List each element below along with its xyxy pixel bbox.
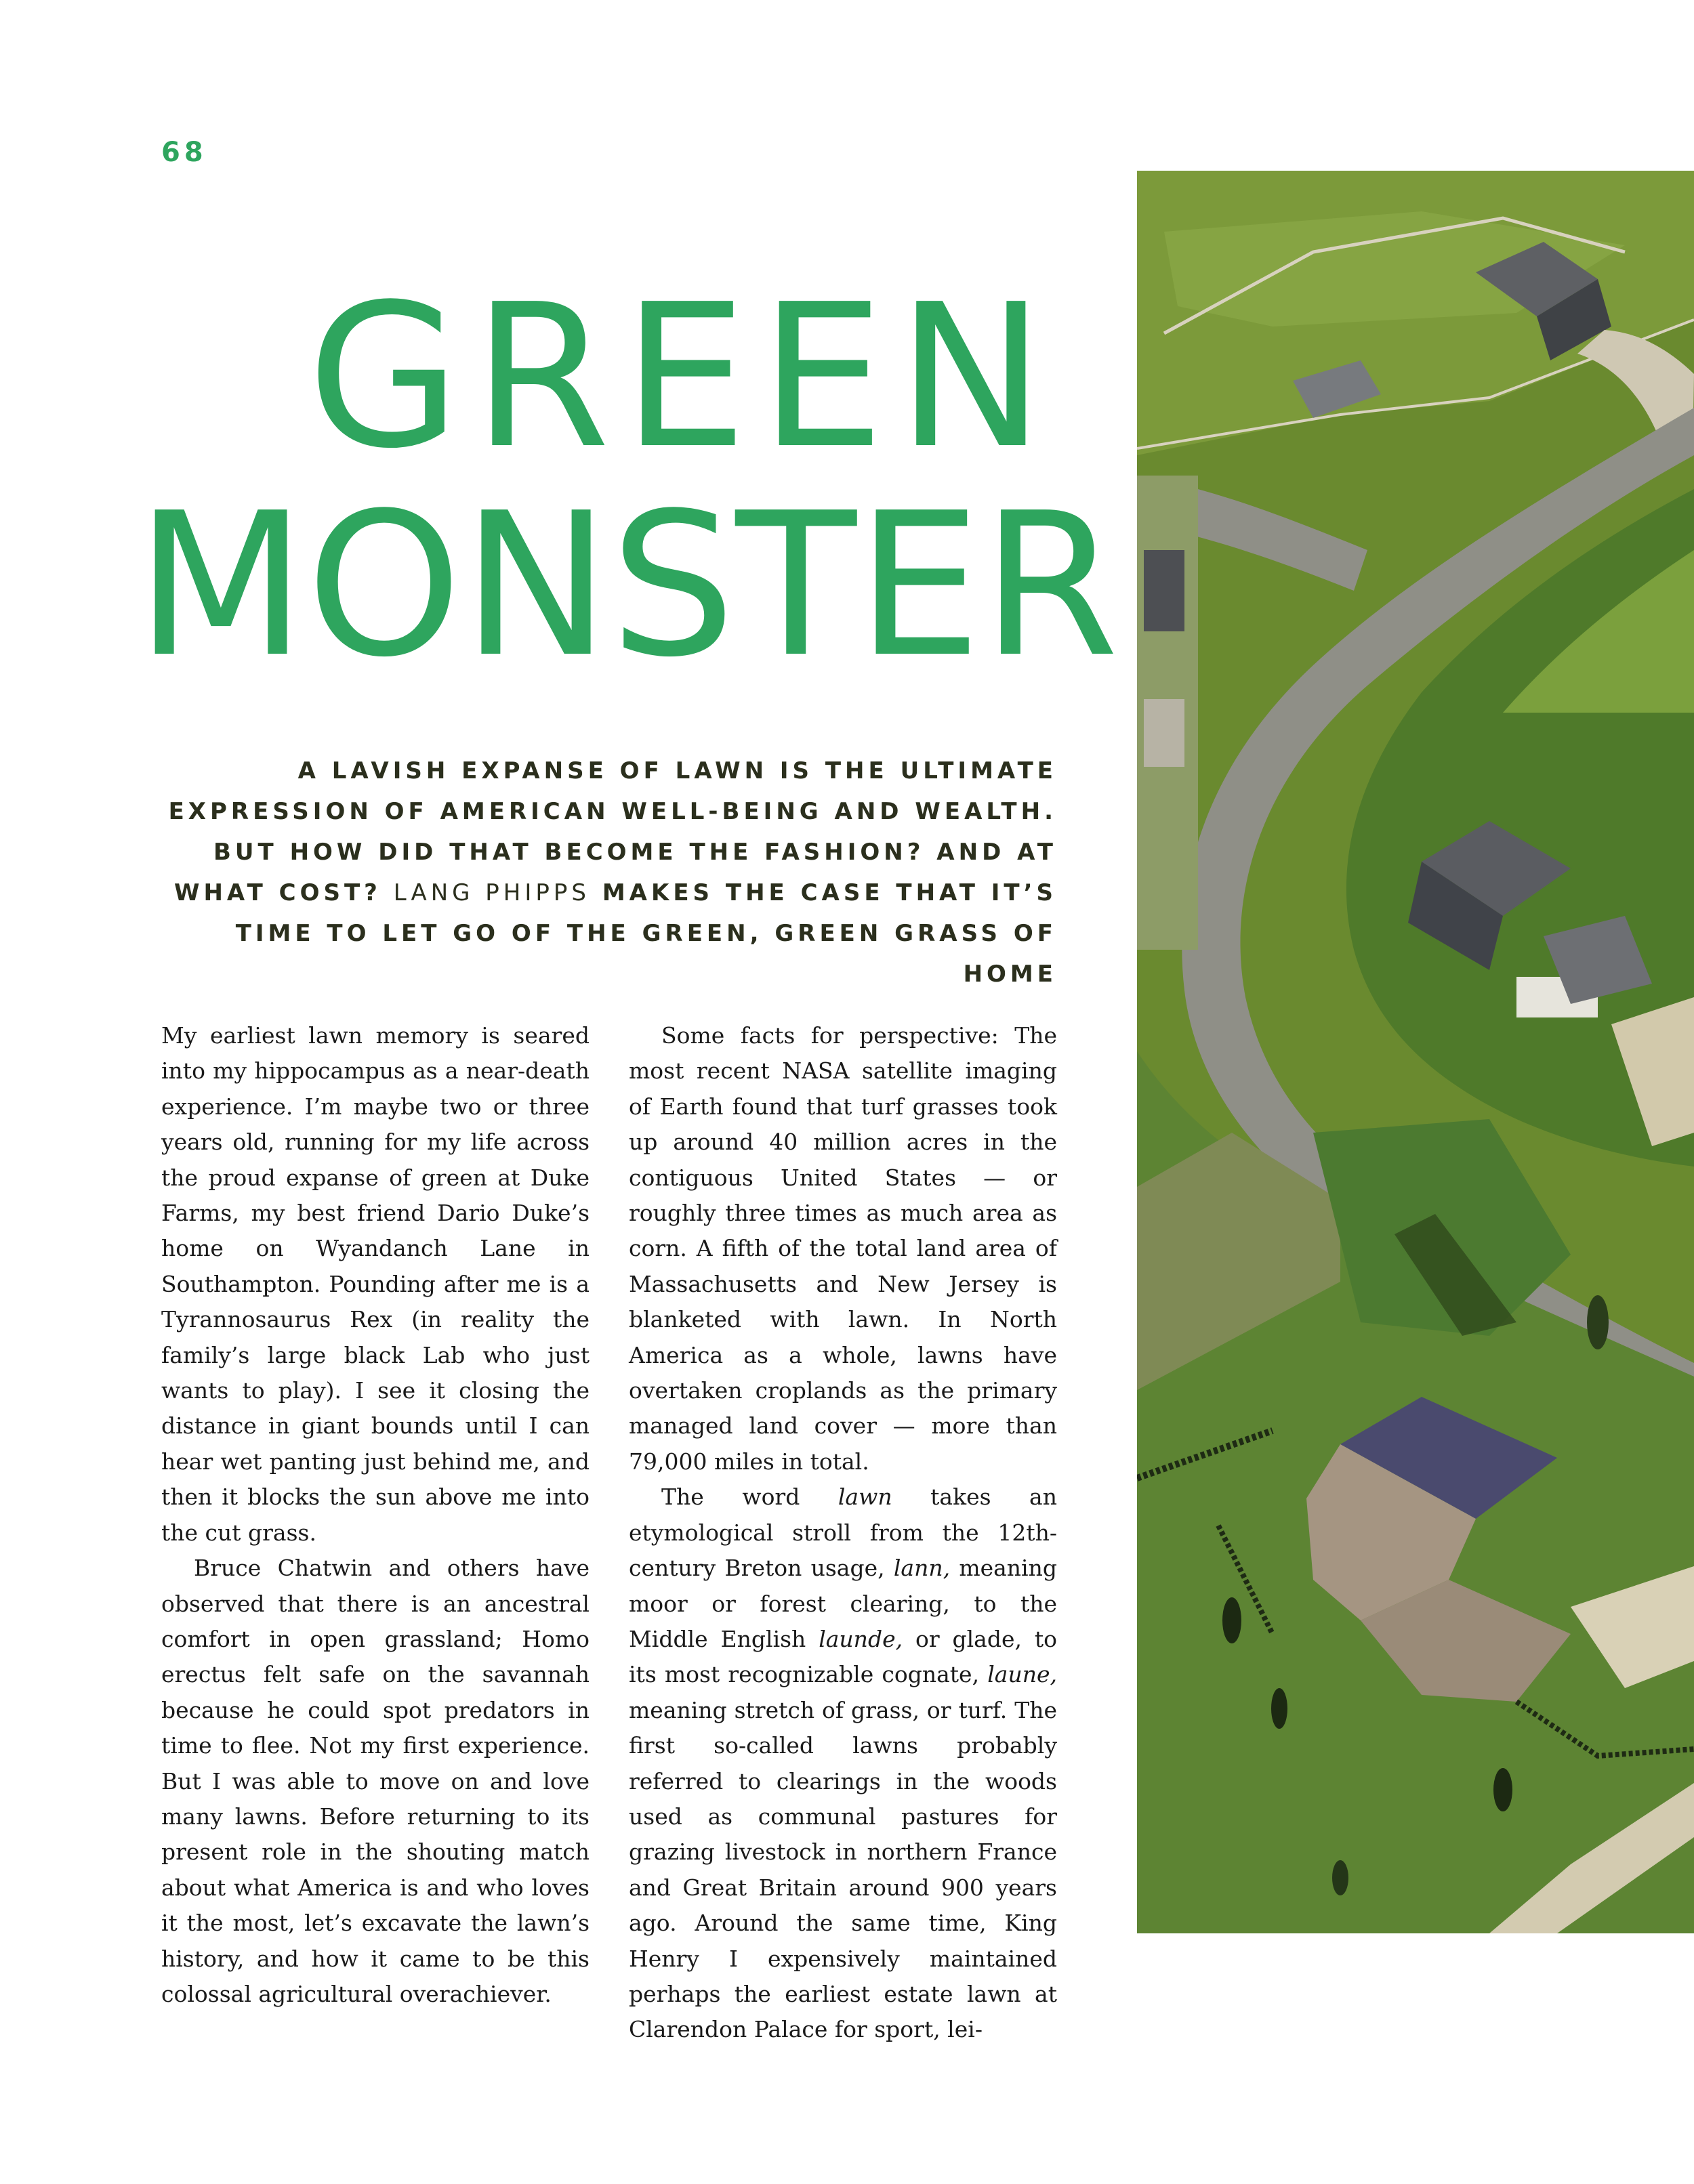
body-column-right (629, 1018, 1057, 2048)
paragraph: Some facts for perspective: The most recent NASA satellite imaging of Earth found that turf grasses took up around 40 million acres in the contiguous United States — or roughly three times as much area as corn. A fifth of the total land area of Massachusetts and New Jersey is blanketed with lawn. In North America as a whole, lawns have overtaken croplands as the primary managed land cover — more than 79,000 miles in total. (629, 1022, 1057, 1475)
body-column-left (161, 1018, 590, 2012)
deck-text-2: MAKES THE CASE THAT IT’S TIME TO LET GO OF THE GREEN, GREEN GRASS OF HOME (235, 879, 1057, 988)
deck-subheading (136, 751, 1057, 994)
page-number: 68 (161, 137, 207, 168)
aerial-lawn-photo (1137, 171, 1694, 1933)
aerial-photo-illustration (1137, 171, 1694, 1933)
paragraph: My earliest lawn memory is seared into my hippocampus as a near-death experience. I’m maybe two or three years old, running for my life across the proud expanse of green at Duke Farms, my best friend Dario Duke’s home on Wyandanch Lane in Southampton. Pounding after me is a Tyrannosaurus Rex (in reality the family’s large black Lab who just wants to play). I see it closing the distance in giant bounds until I can hear wet panting just behind me, and then it blocks the sun above me into the cut grass. (161, 1022, 590, 1546)
paragraph: Bruce Chatwin and others have observed that there is an ancestral comfort in open grassland; Homo erectus felt safe on the savannah because he could spot predators in time to flee. Not my first experience. But I was able to move on and love many lawns. Before returning to its present role in the shouting match about what America is and who loves it the most, let’s excavate the lawn’s history, and how it came to be this colossal agricultural overachiever. (161, 1555, 590, 2007)
headline-line-2: MONSTER (136, 470, 1119, 700)
paragraph: The word lawn takes an etymological stroll from the 12th-century Breton usage, lann, meaning moor or forest clearing, to the Middle English launde, or glade, to its most recognizable cognate, laune, meaning stretch of grass, or turf. The first so-called lawns probably referred to clearings in the woods used as communal pastures for grazing livestock in northern France and Great Britain around 900 years ago. Around the same time, King Henry I expensively maintained perhaps the earliest estate lawn at Clarendon Palace for sport, lei- (629, 1484, 1057, 2043)
author-byline: LANG PHIPPS (393, 879, 590, 906)
deck-text-1: A LAVISH EXPANSE OF LAWN IS THE ULTIMATE EXPRESSION OF AMERICAN WELL-BEING AND WEALTH. BUT HOW DID THAT BECOME THE FASHION? AND AT WHAT COST? (168, 757, 1057, 906)
headline-line-1: GREEN (307, 261, 1057, 492)
